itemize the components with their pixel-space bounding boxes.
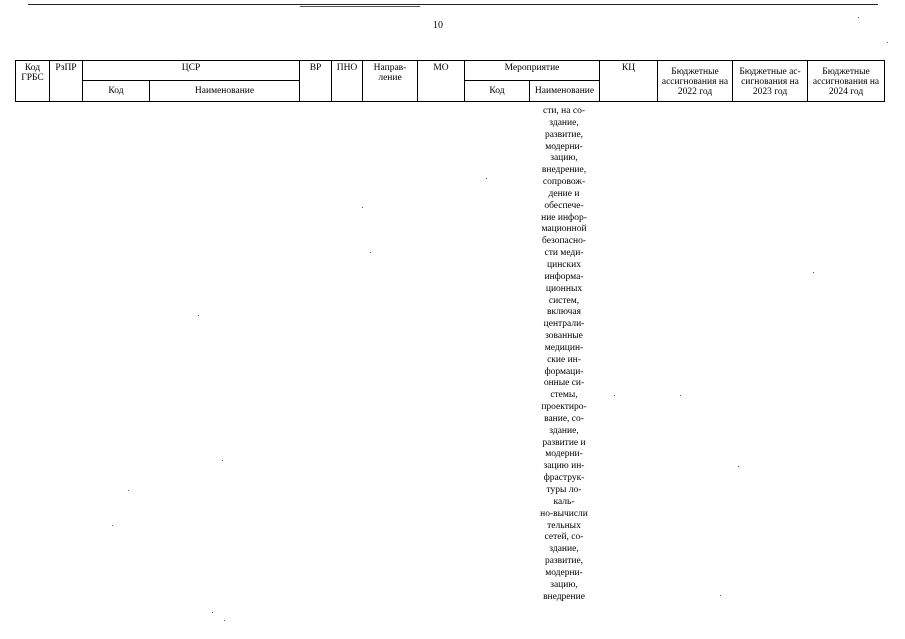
col-budget-2024: Бюджетные ассигнования на 2024 год bbox=[808, 61, 885, 102]
text-line: систем, bbox=[548, 295, 580, 306]
scan-speck bbox=[198, 315, 199, 316]
page-number: 10 bbox=[433, 20, 443, 31]
text-line: зованные bbox=[545, 331, 583, 342]
scan-speck bbox=[224, 620, 225, 621]
text-line: медицин- bbox=[544, 342, 584, 353]
scan-speck bbox=[858, 17, 859, 18]
top-rule bbox=[28, 4, 878, 5]
text-line: развитие и bbox=[542, 437, 586, 448]
text-line: проектиро- bbox=[541, 402, 587, 413]
scan-speck bbox=[370, 252, 371, 253]
text-line: но-вычисли bbox=[540, 508, 588, 519]
col-kc: КЦ bbox=[600, 61, 658, 102]
text-line: тельных bbox=[547, 520, 581, 531]
col-budget-2022: Бюджетные ассигнования на 2022 год bbox=[658, 61, 733, 102]
text-line: здание, bbox=[549, 544, 579, 555]
scan-speck bbox=[128, 490, 129, 491]
text-line: внедрение bbox=[543, 591, 585, 602]
scan-speck bbox=[222, 460, 223, 461]
text-line: сопровож- bbox=[542, 177, 586, 188]
text-line: зацию, bbox=[550, 579, 578, 590]
text-line: онные си- bbox=[543, 378, 585, 389]
text-line: здание, bbox=[549, 425, 579, 436]
text-line: модерни- bbox=[545, 449, 583, 460]
meropriyatie-name-text bbox=[530, 106, 598, 603]
text-line: зацию ин- bbox=[543, 461, 585, 472]
text-line: туры ло- bbox=[546, 485, 582, 495]
text-line: развитие, bbox=[544, 129, 584, 140]
text-line: формаци- bbox=[544, 366, 584, 377]
scan-speck bbox=[486, 178, 487, 179]
scan-speck bbox=[738, 466, 739, 467]
col-mer-kod: Код bbox=[465, 81, 530, 102]
col-meropriyatie: Мероприятие bbox=[465, 61, 600, 81]
scan-speck bbox=[212, 612, 213, 613]
text-line: зацию, bbox=[550, 153, 578, 164]
text-line: вание, со- bbox=[544, 413, 584, 424]
col-kod-grbs: Код ГРБС bbox=[16, 61, 50, 102]
col-csr-kod: Код bbox=[83, 81, 150, 102]
col-rzpr: РзПР bbox=[50, 61, 83, 102]
text-line: обеспече- bbox=[544, 200, 584, 211]
text-line: каль- bbox=[553, 496, 575, 507]
text-line: сти, на со- bbox=[542, 106, 585, 116]
col-csr: ЦСР bbox=[83, 61, 300, 81]
text-line: дение и bbox=[548, 188, 580, 199]
text-line: здание, bbox=[549, 117, 579, 128]
col-pno: ПНО bbox=[332, 61, 363, 102]
col-csr-name: Наименование bbox=[150, 81, 300, 102]
text-line: централи- bbox=[543, 319, 585, 330]
scan-speck bbox=[614, 395, 615, 396]
text-line: информа- bbox=[544, 271, 584, 282]
text-line: цинских bbox=[547, 259, 581, 270]
text-line: мационной bbox=[541, 224, 587, 235]
text-line: сетей, со- bbox=[544, 532, 584, 543]
text-line: модерни- bbox=[545, 141, 583, 152]
text-line: модерни- bbox=[545, 567, 583, 578]
col-budget-2023: Бюджетные ас-сигнования на 2023 год bbox=[733, 61, 808, 102]
scan-speck bbox=[813, 272, 814, 273]
top-rule-segment bbox=[300, 6, 420, 7]
scan-speck bbox=[112, 525, 113, 526]
scan-speck bbox=[680, 395, 681, 396]
text-line: внедрение, bbox=[541, 165, 587, 176]
col-vr: ВР bbox=[300, 61, 332, 102]
text-line: развитие, bbox=[544, 556, 584, 567]
col-napravlenie: Направ- ление bbox=[363, 61, 418, 102]
text-line: ционных bbox=[545, 283, 583, 294]
text-line: фраструк- bbox=[543, 473, 585, 484]
text-line: включая bbox=[547, 307, 581, 318]
col-mer-name: Наименование bbox=[530, 81, 600, 102]
text-line: сти меди- bbox=[544, 248, 584, 259]
text-line: стемы, bbox=[550, 390, 578, 401]
col-mo: МО bbox=[418, 61, 465, 102]
text-line: ские ин- bbox=[547, 354, 581, 365]
text-line: безопасно- bbox=[541, 236, 586, 247]
scan-speck bbox=[362, 207, 363, 208]
text-line: ние инфор- bbox=[541, 212, 587, 223]
scan-speck bbox=[887, 42, 888, 43]
budget-table-header bbox=[15, 60, 885, 102]
scan-speck bbox=[720, 595, 721, 596]
